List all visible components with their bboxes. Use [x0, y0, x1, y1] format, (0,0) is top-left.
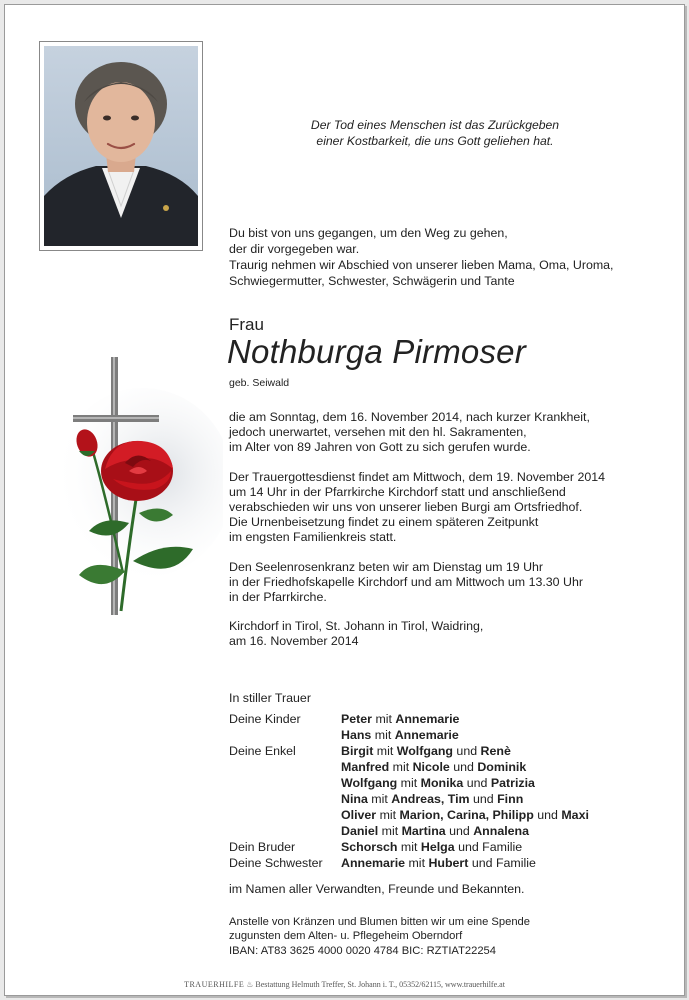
connector-text: mit — [376, 808, 400, 822]
family-member-name: Monika — [420, 776, 464, 790]
obituary-sheet — [4, 4, 685, 996]
family-row — [229, 727, 589, 743]
family-row — [229, 839, 589, 855]
portrait-frame — [39, 41, 203, 251]
family-list — [229, 711, 589, 871]
family-member-name: Nina — [341, 792, 368, 806]
family-member-name: Manfred — [341, 760, 390, 774]
connector-text: und — [449, 760, 478, 774]
connector-text: und Familie — [454, 840, 523, 854]
family-member-name: Maxi — [561, 808, 589, 822]
memorial-quote — [245, 117, 625, 149]
cross-and-rose-illustration — [33, 343, 223, 643]
family-relation — [229, 775, 341, 791]
announcement-body — [229, 410, 679, 664]
family-member-name: Schorsch — [341, 840, 398, 854]
connector-text: und — [463, 776, 491, 790]
family-row — [229, 791, 589, 807]
mourning-label: In stiller Trauer — [229, 691, 311, 705]
family-member-name: Marion, Carina, Philipp — [399, 808, 534, 822]
family-relation — [229, 759, 341, 775]
family-member-name: Oliver — [341, 808, 377, 822]
family-member-name: Dominik — [477, 760, 527, 774]
connector-text: mit — [373, 744, 397, 758]
text-line: am 16. November 2014 — [229, 634, 359, 649]
donation-line: Anstelle von Kränzen und Blumen bitten wir um eine Spende — [229, 916, 531, 928]
donation-line: zugunsten dem Alten- u. Pflegeheim Oberndorf — [229, 930, 463, 943]
family-member-name: Patrizia — [490, 776, 535, 790]
place-date-paragraph — [229, 619, 679, 649]
intro-line: Du bist von uns gegangen, um den Weg zu gehen, — [229, 226, 508, 240]
family-row — [229, 775, 589, 791]
connector-text: mit — [367, 792, 392, 806]
connector-text: und — [469, 792, 498, 806]
connector-text: mit — [405, 856, 429, 870]
family-names — [341, 839, 522, 855]
flame-icon: ♨ — [246, 980, 256, 989]
birth-name: geb. Seiwald — [229, 377, 290, 389]
family-relation: Dein Bruder — [229, 840, 296, 854]
connector-text: und Familie — [468, 856, 536, 870]
family-member-name: Annemarie — [395, 712, 460, 726]
undertaker-footer — [5, 980, 684, 989]
family-names — [341, 791, 523, 807]
family-member-name: Helga — [420, 840, 455, 854]
family-member-name: Hubert — [428, 856, 469, 870]
connector-text: und — [533, 808, 562, 822]
connector-text: mit — [378, 824, 402, 838]
connector-text: mit — [397, 776, 421, 790]
family-names — [341, 775, 535, 791]
rose-icon — [101, 441, 173, 501]
family-relation — [229, 791, 341, 807]
family-names — [341, 743, 511, 759]
family-relation — [229, 823, 341, 839]
connector-text: mit — [397, 840, 421, 854]
family-names — [341, 807, 589, 823]
family-member-name: Andreas, Tim — [391, 792, 470, 806]
family-member-name: Wolfgang — [341, 776, 398, 790]
text-line: Die Urnenbeisetzung findet zu einem späteren Zeitpunkt — [229, 515, 539, 530]
footer-text: Bestattung Helmuth Treffer, St. Johann i. T., 05352/62115, www.trauerhilfe.at — [255, 980, 505, 989]
quote-line: Der Tod eines Menschen ist das Zurückgeben — [310, 118, 560, 132]
text-line: verabschieden wir uns von unserer lieben Burgi am Ortsfriedhof. — [229, 500, 583, 515]
text-line: die am Sonntag, dem 16. November 2014, nach kurzer Krankheit, — [229, 410, 590, 424]
family-member-name: Wolfgang — [396, 744, 453, 758]
connector-text: mit — [389, 760, 413, 774]
family-row — [229, 743, 589, 759]
family-member-name: Annemarie — [341, 856, 406, 870]
intro-line: Schwiegermutter, Schwester, Schwägerin und Tante — [229, 274, 515, 288]
family-relation: Deine Enkel — [229, 744, 296, 758]
portrait-photo — [44, 46, 198, 246]
family-member-name: Renè — [480, 744, 511, 758]
intro-line: der dir vorgegeben war. — [229, 242, 360, 256]
text-line: um 14 Uhr in der Pfarrkirche Kirchdorf statt und anschließend — [229, 484, 566, 499]
text-line: im engsten Familienkreis statt. — [229, 530, 397, 545]
connector-text: und — [452, 744, 481, 758]
family-names — [341, 855, 536, 871]
connector-text: mit — [372, 712, 396, 726]
text-line: Den Seelenrosenkranz beten wir am Dienstag um 19 Uhr — [229, 559, 544, 574]
family-names — [341, 711, 459, 727]
donation-notice — [229, 915, 530, 958]
text-line: Der Trauergottesdienst findet am Mittwoch, dem 19. November 2014 — [229, 469, 606, 484]
family-names — [341, 823, 529, 839]
family-member-name: Daniel — [341, 824, 379, 838]
family-row — [229, 855, 589, 871]
family-relation: Deine Schwester — [229, 856, 323, 870]
quote-line: einer Kostbarkeit, die uns Gott geliehen hat. — [316, 134, 554, 148]
family-member-name: Martina — [401, 824, 446, 838]
family-member-name: Birgit — [341, 744, 374, 758]
connector-text: mit — [371, 728, 395, 742]
deceased-name: Nothburga Pirmoser — [227, 333, 526, 370]
funeral-paragraph — [229, 470, 679, 546]
text-line: im Alter von 89 Jahren von Gott zu sich gerufen wurde. — [229, 440, 531, 455]
family-row — [229, 823, 589, 839]
text-line: in der Friedhofskapelle Kirchdorf und am Mittwoch um 13.30 Uhr — [229, 574, 583, 589]
family-names — [341, 759, 526, 775]
family-row — [229, 711, 589, 727]
family-member-name: Hans — [341, 728, 372, 742]
bank-details: IBAN: AT83 3625 4000 0020 4784 BIC: RZTIAT22254 — [229, 944, 497, 957]
family-member-name: Annemarie — [394, 728, 459, 742]
connector-text: und — [445, 824, 474, 838]
family-relation: Deine Kinder — [229, 712, 301, 726]
family-relation — [229, 807, 341, 823]
text-line: Kirchdorf in Tirol, St. Johann in Tirol, Waidring, — [229, 619, 484, 634]
family-names — [341, 727, 459, 743]
intro-line: Traurig nehmen wir Abschied von unserer lieben Mama, Oma, Uroma, — [229, 258, 614, 272]
family-member-name: Finn — [497, 792, 524, 806]
text-line: in der Pfarrkirche. — [229, 590, 327, 605]
footer-brand: TRAUERHILFE — [184, 980, 245, 989]
honorific: Frau — [229, 315, 264, 334]
death-paragraph — [229, 410, 679, 456]
rosary-paragraph — [229, 560, 679, 606]
intro-text — [229, 225, 669, 289]
family-member-name: Annalena — [473, 824, 530, 838]
text-line: jedoch unerwartet, versehen mit den hl. Sakramenten, — [229, 425, 527, 440]
closing-line: im Namen aller Verwandten, Freunde und Bekannten. — [229, 882, 525, 896]
family-row — [229, 759, 589, 775]
family-member-name: Nicole — [412, 760, 450, 774]
family-relation — [229, 727, 341, 743]
family-member-name: Peter — [341, 712, 372, 726]
family-row — [229, 807, 589, 823]
